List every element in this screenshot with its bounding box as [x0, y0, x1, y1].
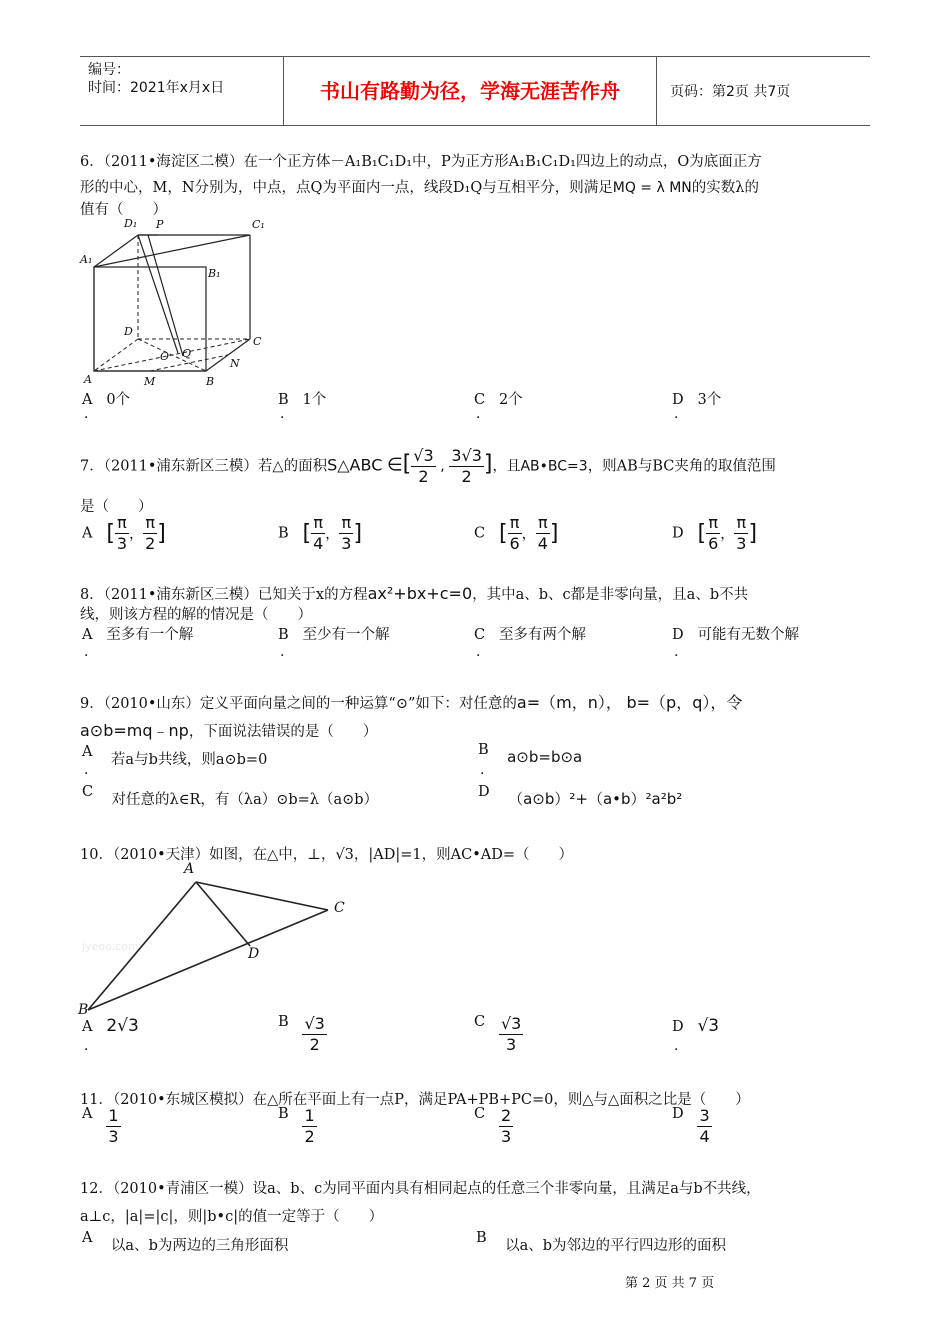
q10-dot: .	[84, 1038, 89, 1054]
q11-b-num: 1	[304, 1106, 315, 1125]
q7-c-d1: 6	[509, 534, 520, 553]
q12-option-text: 以a、b为邻边的平行四边形的面积	[505, 1238, 727, 1254]
q12-option-a[interactable]	[82, 1226, 289, 1254]
q6-line2a: 形的中心，M，N分别为，中点，点Q为平面内一点，线段D₁Q与互相平分，则满足	[80, 180, 613, 196]
q7-a-d2: 2	[145, 534, 156, 553]
q8-dot: .	[674, 644, 679, 660]
q7-option-c[interactable]: C [ $\frac{\pi}{6}$ ， $\frac{\pi}{4}$ ]	[474, 513, 559, 553]
q8-option-letter: D	[672, 627, 684, 643]
q7-a-n2: π	[143, 513, 157, 534]
q7-option-b[interactable]: B [ $\frac{\pi}{4}$ ， $\frac{\pi}{3}$ ]	[278, 513, 363, 553]
q6-option-text: 3个	[697, 392, 722, 408]
q9-option-a[interactable]	[82, 740, 268, 768]
label-a1: A₁	[80, 253, 93, 266]
label-o: O	[160, 350, 170, 363]
q7-line1a: 7．（2011•浦东新区三模）若△的面积	[80, 458, 328, 475]
q9-a-def: a=（m，n），	[516, 693, 622, 712]
tri-label-a: A	[184, 861, 195, 877]
q6-option-letter: A	[82, 392, 93, 408]
q11-d-num: 3	[699, 1106, 710, 1125]
page-footer: 第 2 页 共 7 页	[625, 1276, 715, 1291]
q10-option-d[interactable]	[672, 1016, 719, 1036]
q6-dot: .	[84, 406, 89, 422]
q8-option-b[interactable]	[278, 623, 389, 644]
tri-label-b: B	[78, 1002, 89, 1018]
q10-option-a[interactable]	[82, 1016, 139, 1036]
label-m: M	[144, 375, 156, 388]
q10-option-c[interactable]	[474, 1014, 523, 1055]
q12-option-b[interactable]	[476, 1226, 727, 1254]
q11-b-den: 2	[304, 1127, 315, 1146]
q6-option-text: 1个	[302, 392, 327, 408]
q7-line1b: ，则AB与BC夹角的取值范围	[587, 458, 776, 475]
q7-option-letter: D	[672, 525, 684, 542]
q12-option-text: 以a、b为两边的三角形面积	[110, 1238, 289, 1254]
label-c: C	[253, 335, 262, 348]
q9-option-b[interactable]	[478, 740, 583, 766]
q10-line1: 10．（2010•天津）如图，在△中，⊥，√3，|AD|=1，则AC•AD=（ ）	[80, 847, 574, 863]
q11-option-b[interactable]	[278, 1106, 317, 1147]
q9-option-letter: A	[82, 744, 93, 760]
q9-option-letter: B	[478, 742, 489, 758]
q7-b-d1: 4	[313, 534, 324, 553]
q9-line2b: ，下面说法错误的是（ ）	[188, 724, 378, 740]
q8-line2: 线，则该方程的解的情况是（ ）	[80, 607, 312, 623]
label-c1: C₁	[252, 218, 265, 231]
label-n: N	[230, 357, 240, 370]
q9-line1a: 9．（2010•山东）定义平面向量之间的一种运算“⊙”如下：对任意的	[80, 696, 517, 712]
q7-area-sym: S△ABC	[327, 455, 383, 475]
q6-option-text: 0个	[106, 392, 131, 408]
q6-line2	[80, 176, 759, 197]
q10-option-letter: A	[82, 1019, 93, 1035]
q6-option-text: 2个	[498, 392, 523, 408]
tri-label-c: C	[334, 900, 345, 916]
label-b: B	[206, 375, 215, 388]
q10-option-b[interactable]	[278, 1014, 327, 1055]
q8-equation: ax²+bx+c=0	[367, 584, 473, 603]
q8-option-text: 至少有一个解	[302, 627, 390, 643]
q7-line2: 是（ ）	[80, 499, 153, 515]
q11-option-letter: A	[82, 1106, 93, 1122]
q12-line2: a⊥c，|a|=|c|，则|b•c|的值一定等于（ ）	[80, 1209, 384, 1225]
q11-d-den: 4	[699, 1127, 710, 1146]
q6-option-b[interactable]	[278, 388, 326, 409]
q10-option-letter: D	[672, 1019, 684, 1035]
q7-d1: 2	[418, 467, 429, 486]
q8-option-text: 至多有两个解	[498, 627, 586, 643]
q11-c-den: 3	[500, 1127, 512, 1146]
q7-d-n2: π	[734, 513, 748, 534]
q8-option-letter: C	[474, 627, 486, 643]
q8-option-letter: A	[82, 627, 93, 643]
q9-option-text: 若a与b共线，则a⊙b=0	[110, 752, 268, 768]
q7-b-n1: π	[311, 513, 325, 534]
q10-option-letter: B	[278, 1014, 289, 1030]
q6-option-d[interactable]	[672, 388, 721, 409]
q6-option-a[interactable]	[82, 388, 130, 409]
q10-option-text: √3	[697, 1016, 720, 1036]
q6-option-c[interactable]	[474, 388, 523, 409]
q9-option-letter: C	[82, 784, 94, 800]
q11-line1: 11．（2010•东城区模拟）在△所在平面上有一点P，满足PA+PB+PC=0，则△与△面积之比是（ ）	[80, 1092, 750, 1108]
q7-option-letter: C	[474, 525, 486, 542]
q9-option-text: a⊙b=b⊙a	[507, 748, 583, 766]
q8-dot: .	[476, 644, 481, 660]
q8-dot: .	[280, 644, 285, 660]
q7-n1: √3	[413, 446, 434, 465]
label-a: A	[84, 373, 92, 386]
q8-dot: .	[84, 644, 89, 660]
q8-option-text: 可能有无数个解	[697, 627, 799, 643]
q7-d-n1: π	[706, 513, 720, 534]
time-label: 时间：2021年x月x日	[88, 80, 225, 96]
q6-option-letter: B	[278, 392, 289, 408]
q9-dot: .	[480, 762, 485, 778]
q8-option-a[interactable]	[82, 623, 193, 644]
q11-option-a[interactable]	[82, 1106, 121, 1147]
q7-b-d2: 3	[341, 534, 352, 553]
q11-option-letter: D	[672, 1106, 684, 1122]
q7-b-n2: π	[339, 513, 353, 534]
q6-dot: .	[280, 406, 285, 422]
q12-option-letter: A	[82, 1230, 93, 1246]
label-d: D	[124, 325, 133, 338]
q6-dot: .	[476, 406, 481, 422]
q9-option-letter: D	[478, 784, 490, 800]
q9-option-text: （a⊙b）²+（a•b）²a²b²	[508, 790, 683, 808]
q9-line1	[80, 690, 742, 713]
q7-cond: ，且AB•BC=3	[492, 458, 588, 475]
label-b1: B₁	[208, 267, 221, 280]
q8-option-letter: B	[278, 627, 289, 643]
header-meta	[80, 57, 284, 125]
q11-option-letter: B	[278, 1106, 289, 1122]
header-page-info: 页码：第2页 共7页	[670, 84, 791, 100]
q11-option-d[interactable]	[672, 1106, 712, 1147]
q11-option-letter: C	[474, 1106, 486, 1122]
label-d1: D₁	[124, 217, 138, 230]
q9-option-d[interactable]	[478, 780, 683, 808]
q7-c-n2: π	[536, 513, 550, 534]
q10-b-den: 2	[309, 1035, 320, 1054]
q10-option-letter: C	[474, 1014, 486, 1030]
q6-dot: .	[674, 406, 679, 422]
q10-c-den: 3	[506, 1035, 517, 1054]
q9-b-def: b=（p，q），令	[626, 693, 743, 712]
q7-line1: 7．（2011•浦东新区三模）若△的面积S△ABC ∈[ $\frac{√3}{2}$ , $\frac{3√3}{2}$ ]，且AB•BC=3，则AB与BC夹角的取值范围	[80, 446, 776, 486]
q12-option-letter: B	[476, 1230, 487, 1246]
q10-b-num: √3	[304, 1014, 325, 1033]
q9-op-def: a⊙b=mq﹣np	[80, 721, 189, 740]
q9-option-text: 对任意的λ∈R，有（λa）⊙b=λ（a⊙b）	[111, 792, 379, 808]
watermark: jyeoo.com	[82, 940, 139, 953]
q10-option-text: 2√3	[106, 1016, 139, 1036]
q9-line2	[80, 718, 377, 741]
label-q: Q	[182, 347, 192, 360]
q8-option-d[interactable]	[672, 623, 799, 644]
q9-option-c[interactable]	[82, 780, 379, 808]
q11-option-c[interactable]	[474, 1106, 513, 1147]
page-header	[80, 56, 870, 126]
q7-a-d1: 3	[116, 534, 128, 553]
q8-option-text: 至多有一个解	[106, 627, 194, 643]
q8-line1	[80, 583, 748, 604]
q6-option-letter: D	[672, 392, 684, 408]
number-label: 编号：	[88, 62, 130, 78]
q6-line3: 值有（ ）	[80, 202, 167, 218]
tri-label-d: D	[248, 946, 260, 962]
q7-option-letter: B	[278, 525, 289, 542]
q11-a-den: 3	[108, 1127, 119, 1146]
q11-a-num: 1	[108, 1106, 119, 1125]
q7-a-n1: π	[115, 513, 129, 534]
cube-figure	[78, 215, 278, 390]
q7-c-d2: 4	[537, 534, 548, 553]
q7-in-sym: ∈	[386, 454, 403, 476]
q7-option-d[interactable]: D [ $\frac{\pi}{6}$ ， $\frac{\pi}{3}$ ]	[672, 513, 758, 553]
q10-c-num: √3	[500, 1014, 522, 1033]
q7-c-n1: π	[508, 513, 522, 534]
q7-d-d1: 6	[708, 534, 719, 553]
triangle-figure	[76, 858, 366, 1018]
q7-option-letter: A	[82, 525, 93, 542]
label-p: P	[156, 218, 164, 231]
q7-n2: 3√3	[451, 446, 482, 465]
q6-option-letter: C	[474, 392, 486, 408]
q12-line1: 12．（2010•青浦区一模）设a、b、c为同平面内具有相同起点的任意三个非零向量，且满足a与b不共线，	[80, 1181, 761, 1197]
q7-option-a[interactable]: A [ $\frac{\pi}{3}$ ， $\frac{\pi}{2}$ ]	[82, 513, 166, 553]
q8-option-c[interactable]	[474, 623, 586, 644]
q8-line1b: ，其中a、b、c都是非零向量，且a、b不共	[472, 587, 749, 603]
q11-c-num: 2	[500, 1106, 512, 1125]
q6-line1: 6．（2011•海淀区二模）在一个正方体－A₁B₁C₁D₁中，P为正方形A₁B₁C₁D₁四边上的动点，O为底面正方	[80, 154, 762, 170]
header-motto: 书山有路勤为径，学海无涯苦作舟	[284, 57, 657, 125]
q6-line2b: 的实数λ的	[691, 180, 759, 196]
q6-vec-formula: MQ = λ MN	[612, 180, 692, 196]
q7-d2: 2	[461, 467, 472, 486]
q10-dot: .	[674, 1038, 679, 1054]
q8-line1a: 8．（2011•浦东新区三模）已知关于x的方程	[80, 587, 368, 603]
q7-d-d2: 3	[736, 534, 747, 553]
q9-dot: .	[84, 762, 89, 778]
